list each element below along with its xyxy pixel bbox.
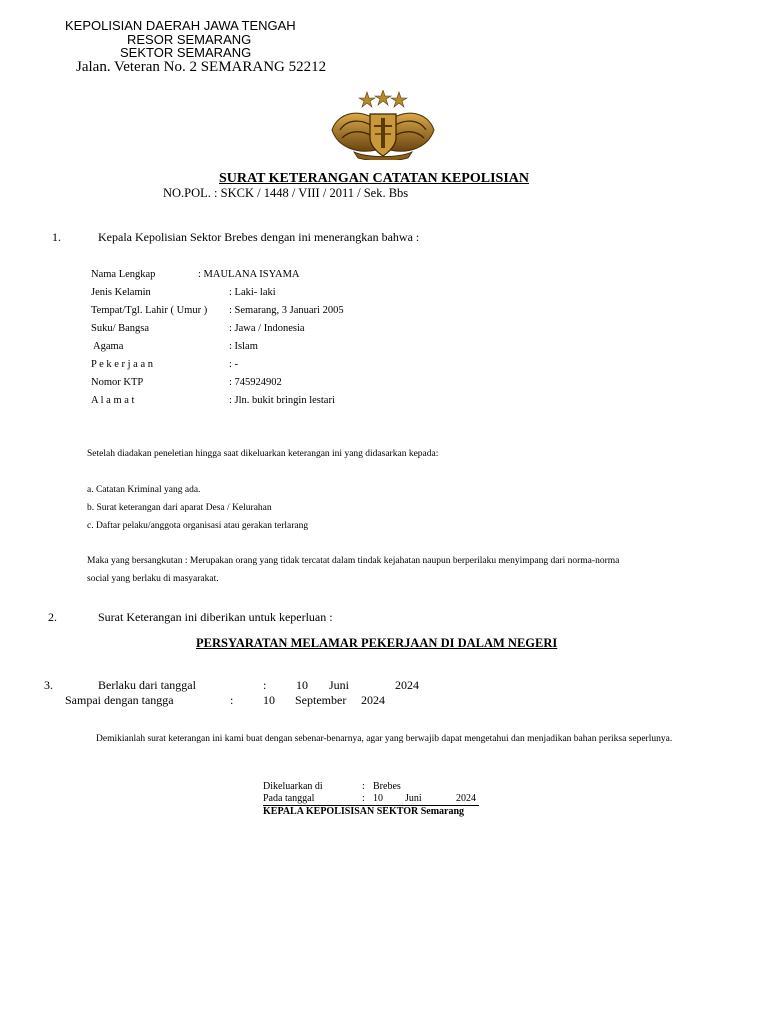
- purpose-title: PERSYARATAN MELAMAR PEKERJAAN DI DALAM NEGERI: [196, 636, 558, 650]
- list-item: c. Daftar pelaku/anggota organisasi atau gerakan terlarang: [87, 521, 309, 531]
- valid-from-colon: :: [263, 678, 267, 692]
- date-year: 2024: [456, 793, 476, 804]
- official-title: KEPALA KEPOLISISAN SEKTOR Semarang: [263, 806, 465, 817]
- header-line-1: KEPOLISIAN DAERAH JAWA TENGAH: [65, 18, 296, 33]
- closing-line-2: periksa seperlunya.: [598, 734, 673, 744]
- police-emblem-icon: [328, 90, 438, 160]
- field-label-birth: Tempat/Tgl. Lahir ( Umur ): [91, 305, 208, 316]
- document-number: NO.POL. : SKCK / 1448 / VIII / 2011 / Sek. Bbs: [163, 186, 409, 200]
- issued-at-label: Dikeluarkan di: [263, 781, 323, 792]
- list-item: a. Catatan Kriminal yang ada.: [87, 485, 201, 495]
- date-day: 10: [373, 793, 383, 804]
- list-item: b. Surat keterangan dari aparat Desa / Kelurahan: [87, 503, 272, 513]
- field-value-occupation: : -: [229, 359, 239, 370]
- valid-to-colon: :: [230, 693, 234, 707]
- field-label-gender: Jenis Kelamin: [91, 287, 151, 298]
- field-label-religion: Agama: [91, 341, 124, 352]
- date-label: Pada tanggal: [263, 793, 315, 804]
- field-label-address: A l a m a t: [91, 395, 135, 406]
- header-address: Jalan. Veteran No. 2 SEMARANG 52212: [76, 59, 327, 75]
- header-line-2: RESOR SEMARANG: [127, 32, 252, 47]
- section-2-number: 2.: [48, 610, 57, 624]
- valid-from-label: Berlaku dari tanggal: [98, 678, 196, 692]
- field-label-id-number: Nomor KTP: [91, 377, 144, 388]
- document-title: SURAT KETERANGAN CATATAN KEPOLISIAN: [219, 171, 529, 186]
- section-1-text: Kepala Kepolisian Sektor Brebes dengan ini menerangkan bahwa :: [98, 230, 420, 244]
- field-label-ethnicity: Suku/ Bangsa: [91, 323, 150, 334]
- valid-from-month: Juni: [329, 678, 350, 692]
- header-line-3: SEKTOR SEMARANG: [120, 45, 252, 60]
- valid-to-label: Sampai dengan tangga: [65, 693, 174, 707]
- field-value-name: : MAULANA ISYAMA: [198, 269, 300, 280]
- field-label-name: Nama Lengkap: [91, 269, 156, 280]
- field-value-id-number: : 745924902: [229, 377, 282, 388]
- conclusion-line-1: Maka yang bersangkutan : Merupakan orang yang tidak tercatat dalam tindak kejahatan naupun berperilaku menyimpang dari norma-norma: [87, 556, 620, 566]
- field-value-ethnicity: : Jawa / Indonesia: [229, 323, 305, 334]
- research-text: Setelah diadakan peneletian hingga saat dikeluarkan keterangan ini yang didasarkan kepada:: [87, 449, 439, 459]
- date-colon: :: [362, 793, 365, 804]
- valid-from-year: 2024: [395, 678, 419, 692]
- section-3-number: 3.: [44, 678, 53, 692]
- field-label-occupation: P e k e r j a a n: [91, 359, 154, 370]
- date-month: Juni: [405, 793, 422, 804]
- closing-paragraph: [65, 733, 702, 746]
- valid-to-day: 10: [263, 693, 275, 707]
- field-value-address: : Jln. bukit bringin lestari: [229, 395, 335, 406]
- issued-at-value: Brebes: [373, 781, 401, 792]
- field-value-birth: : Semarang, 3 Januari 2005: [229, 305, 344, 316]
- section-1-number: 1.: [52, 230, 61, 244]
- field-value-religion: : Islam: [229, 341, 258, 352]
- section-2-text: Surat Keterangan ini diberikan untuk keperluan :: [98, 610, 333, 624]
- valid-from-day: 10: [296, 678, 308, 692]
- conclusion-line-2: social yang berlaku di masyarakat.: [87, 574, 219, 584]
- closing-line-1: Demikianlah surat keterangan ini kami buat dengan sebenar-benarnya, agar yang berwajib dapat mengetahui dan menjadikan bahan: [96, 734, 597, 744]
- field-value-gender: : Laki- laki: [229, 287, 276, 298]
- issued-at-colon: :: [362, 781, 365, 792]
- valid-to-year: 2024: [361, 693, 385, 707]
- valid-to-month: September: [295, 693, 347, 707]
